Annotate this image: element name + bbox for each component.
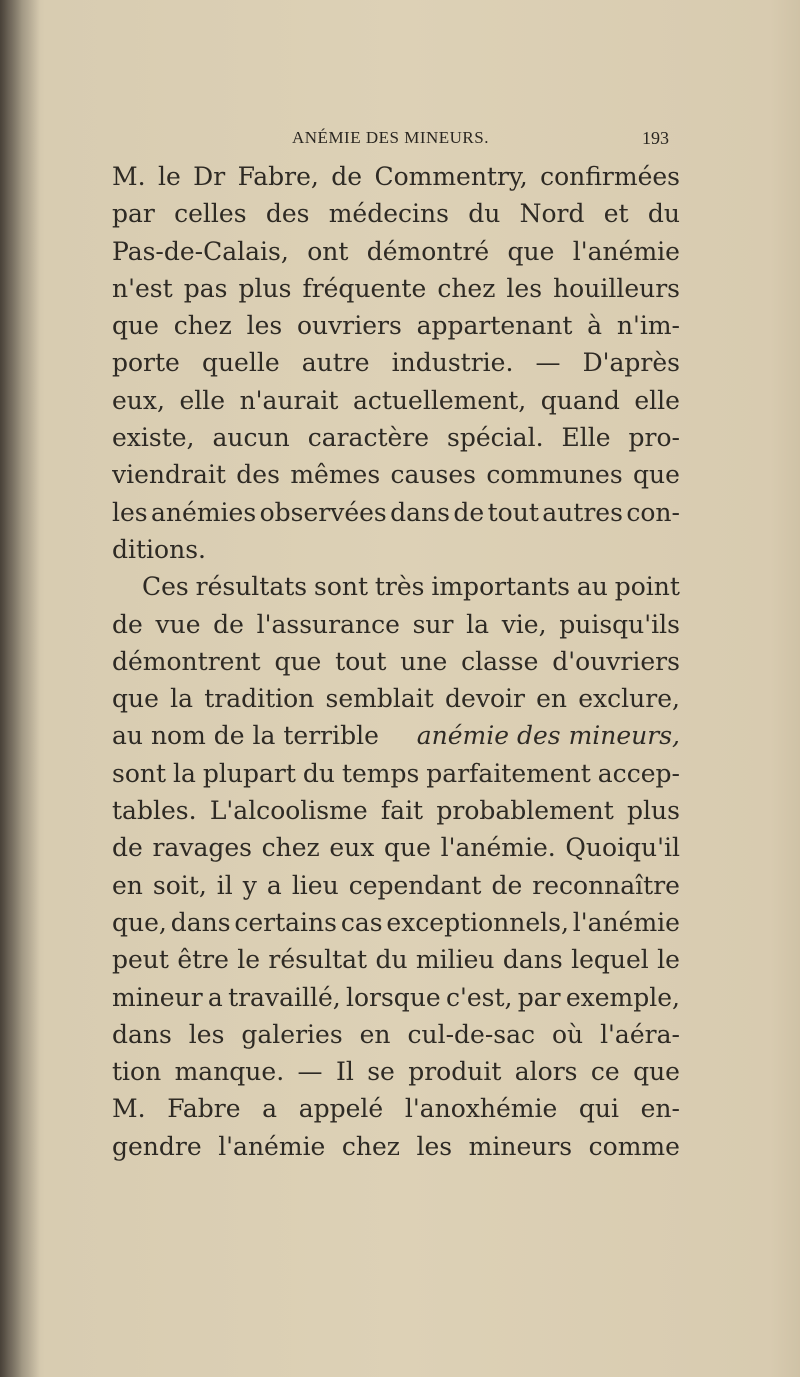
text-line: gendre l'anémie chez les mineurs comme — [112, 1131, 680, 1161]
body-text — [112, 158, 680, 1165]
text-line: n'est pas plus fréquente chez les houilleurs — [112, 273, 680, 303]
text-line: de ravages chez eux que l'anémie. Quoiqu'il — [112, 833, 680, 863]
text-line: de vue de l'assurance sur la vie, puisqu'ils — [112, 609, 680, 639]
page-number: 193 — [642, 128, 669, 148]
text-line: M. Fabre a appelé l'anoxhémie qui en- — [112, 1094, 680, 1124]
text-line: sont la plupart du temps parfaitement accep- — [112, 758, 680, 788]
text-line: démontrent que tout une classe d'ouvriers — [112, 646, 680, 676]
text-line: tables. L'alcoolisme fait probablement plus — [112, 796, 680, 826]
text-line: Ces résultats sont très importants au point — [142, 572, 680, 602]
text-line: dans les galeries en cul-de-sac où l'aéra- — [112, 1019, 680, 1049]
text-line: existe, aucun caractère spécial. Elle pro- — [112, 423, 680, 453]
text-line — [112, 717, 680, 754]
text-line: peut être le résultat du milieu dans lequel le — [112, 945, 680, 975]
running-head: ANÉMIE DES MINEURS. — [292, 128, 489, 147]
binding-shadow — [0, 0, 40, 1377]
italic-phrase: anémie des mineurs, — [416, 721, 680, 751]
text-line: M. le Dr Fabre, de Commentry, confirmées — [112, 162, 680, 191]
text-line: que chez les ouvriers appartenant à n'im- — [112, 311, 680, 341]
text-line: par celles des médecins du Nord et du — [112, 199, 680, 229]
text-segment: au nom de la terrible — [112, 721, 379, 751]
text-line: tion manque. — Il se produit alors ce que — [112, 1057, 680, 1087]
text-line: mineur a travaillé, lorsque c'est, par exemple, — [112, 982, 680, 1012]
text-line: que la tradition semblait devoir en exclure, — [112, 684, 680, 714]
text-line: les anémies observées dans de tout autres con- — [112, 497, 680, 527]
text-line: en soit, il y a lieu cependant de reconnaître — [112, 870, 680, 900]
text-line: que, dans certains cas exceptionnels, l'anémie — [112, 907, 680, 937]
text-line: Pas-de-Calais, ont démontré que l'anémie — [112, 236, 680, 266]
text-line: viendrait des mêmes causes communes que — [112, 460, 680, 490]
text-line: eux, elle n'aurait actuellement, quand elle — [112, 385, 680, 415]
text-line: porte quelle autre industrie. — D'après — [112, 348, 680, 378]
text-line: ditions. — [112, 534, 206, 564]
